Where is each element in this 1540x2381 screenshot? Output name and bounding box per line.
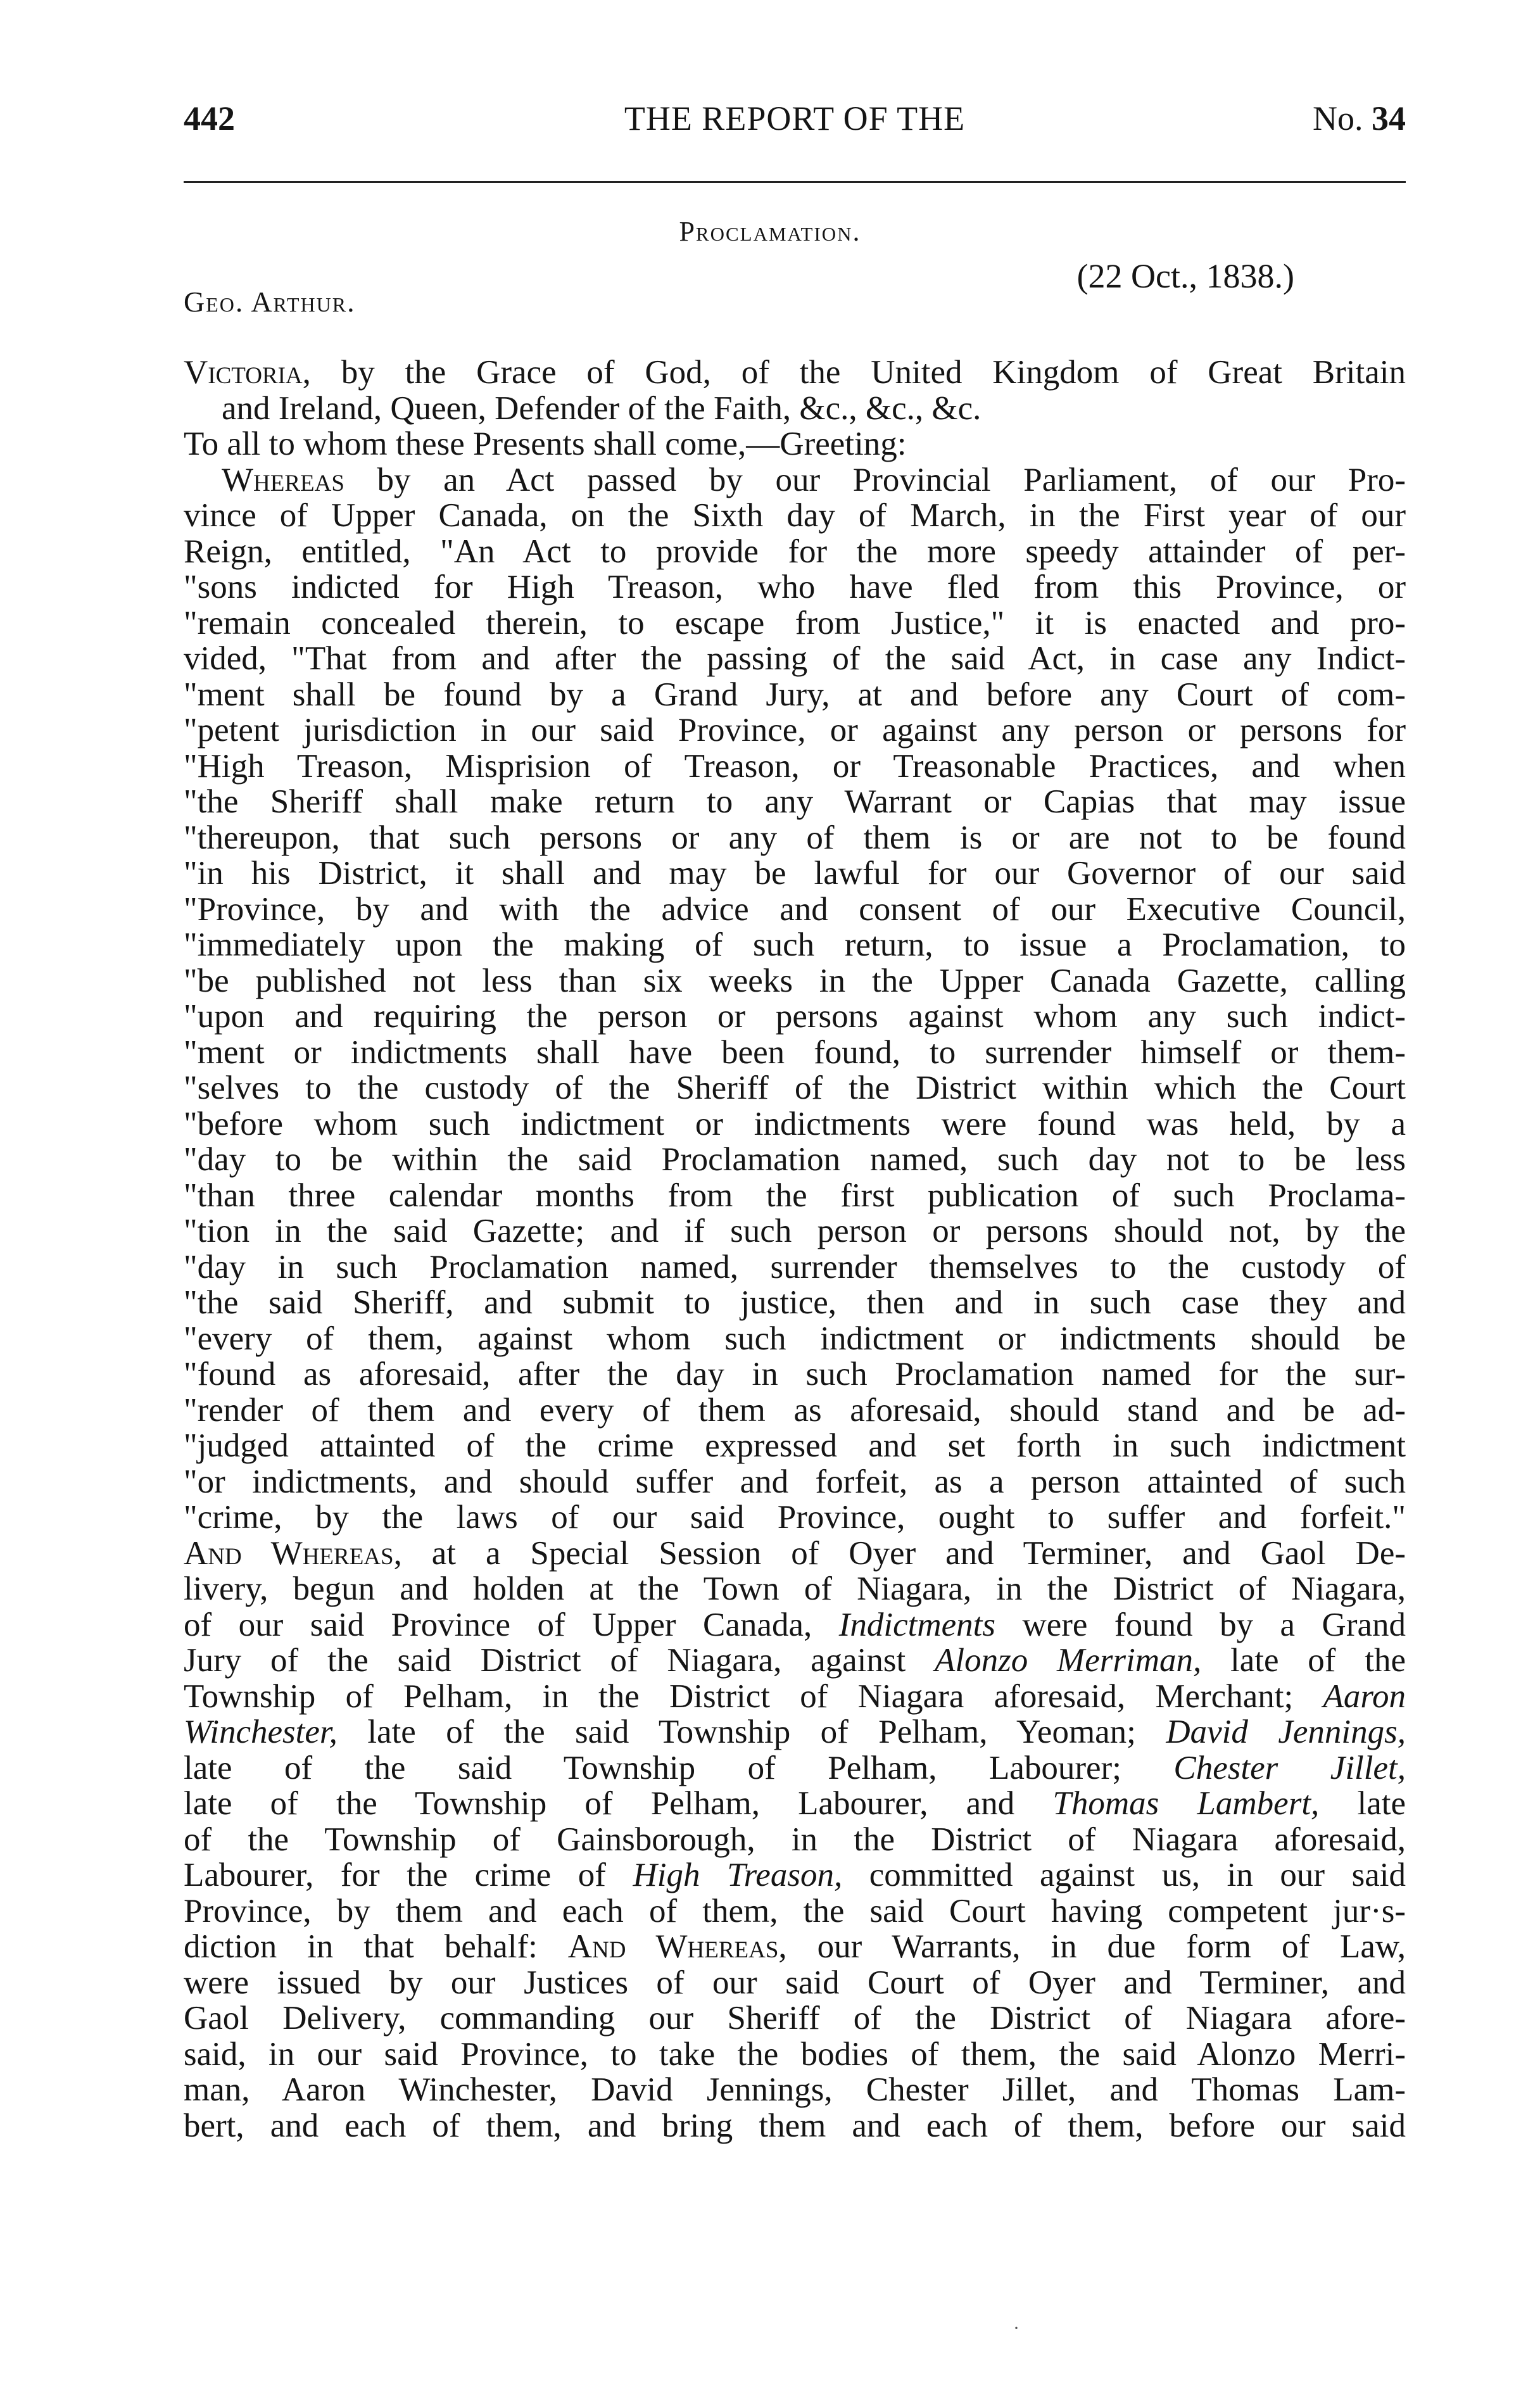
body-line: "render of them and every of them as aforesaid, should stand and be ad- [184,1391,1406,1429]
body-line: vince of Upper Canada, on the Sixth day of March, in the First year of our [184,497,1406,534]
body-line: To all to whom these Presents shall come,—Greeting: [184,426,907,462]
body-line: Labourer, for the crime of High Treason, committed against us, in our said [184,1857,1406,1893]
body-line: livery, begun and holden at the Town of Niagara, in the District of Niagara, [184,1570,1406,1607]
body-line: "every of them, against whom such indictment or indictments should be [184,1320,1406,1357]
body-line: late of the said Township of Pelham, Labourer; Chester Jillet, [184,1749,1406,1786]
body-line: of the Township of Gainsborough, in the District of Niagara aforesaid, [184,1821,1406,1858]
body-line: "tion in the said Gazette; and if such person or persons should not, by the [184,1213,1406,1249]
body-line: And Whereas, at a Special Session of Oyer and Terminer, and Gaol De- [184,1534,1406,1572]
body-line: Gaol Delivery, commanding our Sheriff of the District of Niagara afore- [184,2000,1406,2037]
body-line: "thereupon, that such persons or any of them is or are not to be found [184,819,1406,856]
body-line: "day to be within the said Proclamation named, such day not to be less [184,1141,1406,1178]
proclamation-heading: Proclamation. [679,216,861,247]
issue-value: 34 [1372,99,1406,137]
body-line: were issued by our Justices of our said Court of Oyer and Terminer, and [184,1964,1406,2001]
body-line: Jury of the said District of Niagara, against Alonzo Merriman, late of the [184,1642,1406,1679]
header-rule [184,181,1406,183]
body-line: "selves to the custody of the Sheriff of the District within which the Court [184,1070,1406,1106]
body-line: of our said Province of Upper Canada, Indictments were found by a Grand [184,1606,1406,1643]
body-line: Winchester, late of the said Township of Pelham, Yeoman; David Jennings, [184,1714,1406,1750]
body-line: Township of Pelham, in the District of Niagara aforesaid, Merchant; Aaron [184,1677,1406,1715]
body-line: "before whom such indictment or indictments were found was held, by a [184,1105,1406,1142]
signatory: Geo. Arthur. [184,286,356,318]
body-line: "ment or indictments shall have been found, to surrender himself or them- [184,1033,1406,1071]
body-line: Province, by them and each of them, the said Court having competent jur·s- [184,1892,1406,1929]
body-line: "judged attainted of the crime expressed and set forth in such indictment [184,1427,1406,1464]
page-number: 442 [184,99,235,137]
body-line: "ment shall be found by a Grand Jury, at and before any Court of com- [184,676,1406,713]
body-line: Reign, entitled, "An Act to provide for the more speedy attainder of per- [184,533,1406,570]
body-line: "the Sheriff shall make return to any Warrant or Capias that may issue [184,783,1406,820]
body-line: said, in our said Province, to take the bodies of them, the said Alonzo Merri- [184,2035,1406,2073]
body-line: Whereas by an Act passed by our Provincial Parliament, of our Pro- [222,461,1406,498]
body-line: "immediately upon the making of such return, to issue a Proclamation, to [184,926,1406,963]
body-line: "High Treason, Misprision of Treason, or Treasonable Practices, and when [184,747,1406,785]
body-line: vided, "That from and after the passing of the said Act, in case any Indict- [184,640,1406,677]
body-line: "Province, by and with the advice and consent of our Executive Council, [184,890,1406,928]
body-line: "petent jurisdiction in our said Province, or against any person or persons for [184,712,1406,748]
body-line: "found as aforesaid, after the day in such Proclamation named for the sur- [184,1356,1406,1393]
proclamation-body [184,355,1406,2144]
proclamation-date: (22 Oct., 1838.) [1076,257,1294,295]
running-head [184,96,1406,141]
body-line: "remain concealed therein, to escape from Justice," it is enacted and pro- [184,604,1406,641]
body-line: and Ireland, Queen, Defender of the Faith, &c., &c., &c. [222,389,981,427]
body-line: "upon and requiring the person or persons against whom any such indict- [184,998,1406,1035]
body-line: "sons indicted for High Treason, who have fled from this Province, or [184,569,1406,605]
body-line: "day in such Proclamation named, surrender themselves to the custody of [184,1248,1406,1285]
body-line: "crime, by the laws of our said Province, ought to suffer and forfeit." [184,1499,1406,1536]
body-line: "in his District, it shall and may be lawful for our Governor of our said [184,855,1406,892]
body-line: man, Aaron Winchester, David Jennings, Chester Jillet, and Thomas Lam- [184,2071,1406,2108]
body-line: Victoria, by the Grace of God, of the United Kingdom of Great Britain [184,354,1406,391]
body-line: "the said Sheriff, and submit to justice, then and in such case they and [184,1284,1406,1321]
page-mark: · [1013,2318,1019,2339]
issue-label: No. [1313,99,1363,137]
body-line: bert, and each of them, and bring them and each of them, before our said [184,2107,1406,2144]
body-line: diction in that behalf: And Whereas, our Warrants, in due form of Law, [184,1928,1406,1965]
body-line: "be published not less than six weeks in the Upper Canada Gazette, calling [184,962,1406,999]
body-line: late of the Township of Pelham, Labourer, and Thomas Lambert, late [184,1785,1406,1822]
body-line: "than three calendar months from the first publication of such Proclama- [184,1177,1406,1214]
report-title: THE REPORT OF THE [624,99,966,137]
body-line: "or indictments, and should suffer and forfeit, as a person attainted of such [184,1463,1406,1500]
issue-number [1313,96,1406,141]
